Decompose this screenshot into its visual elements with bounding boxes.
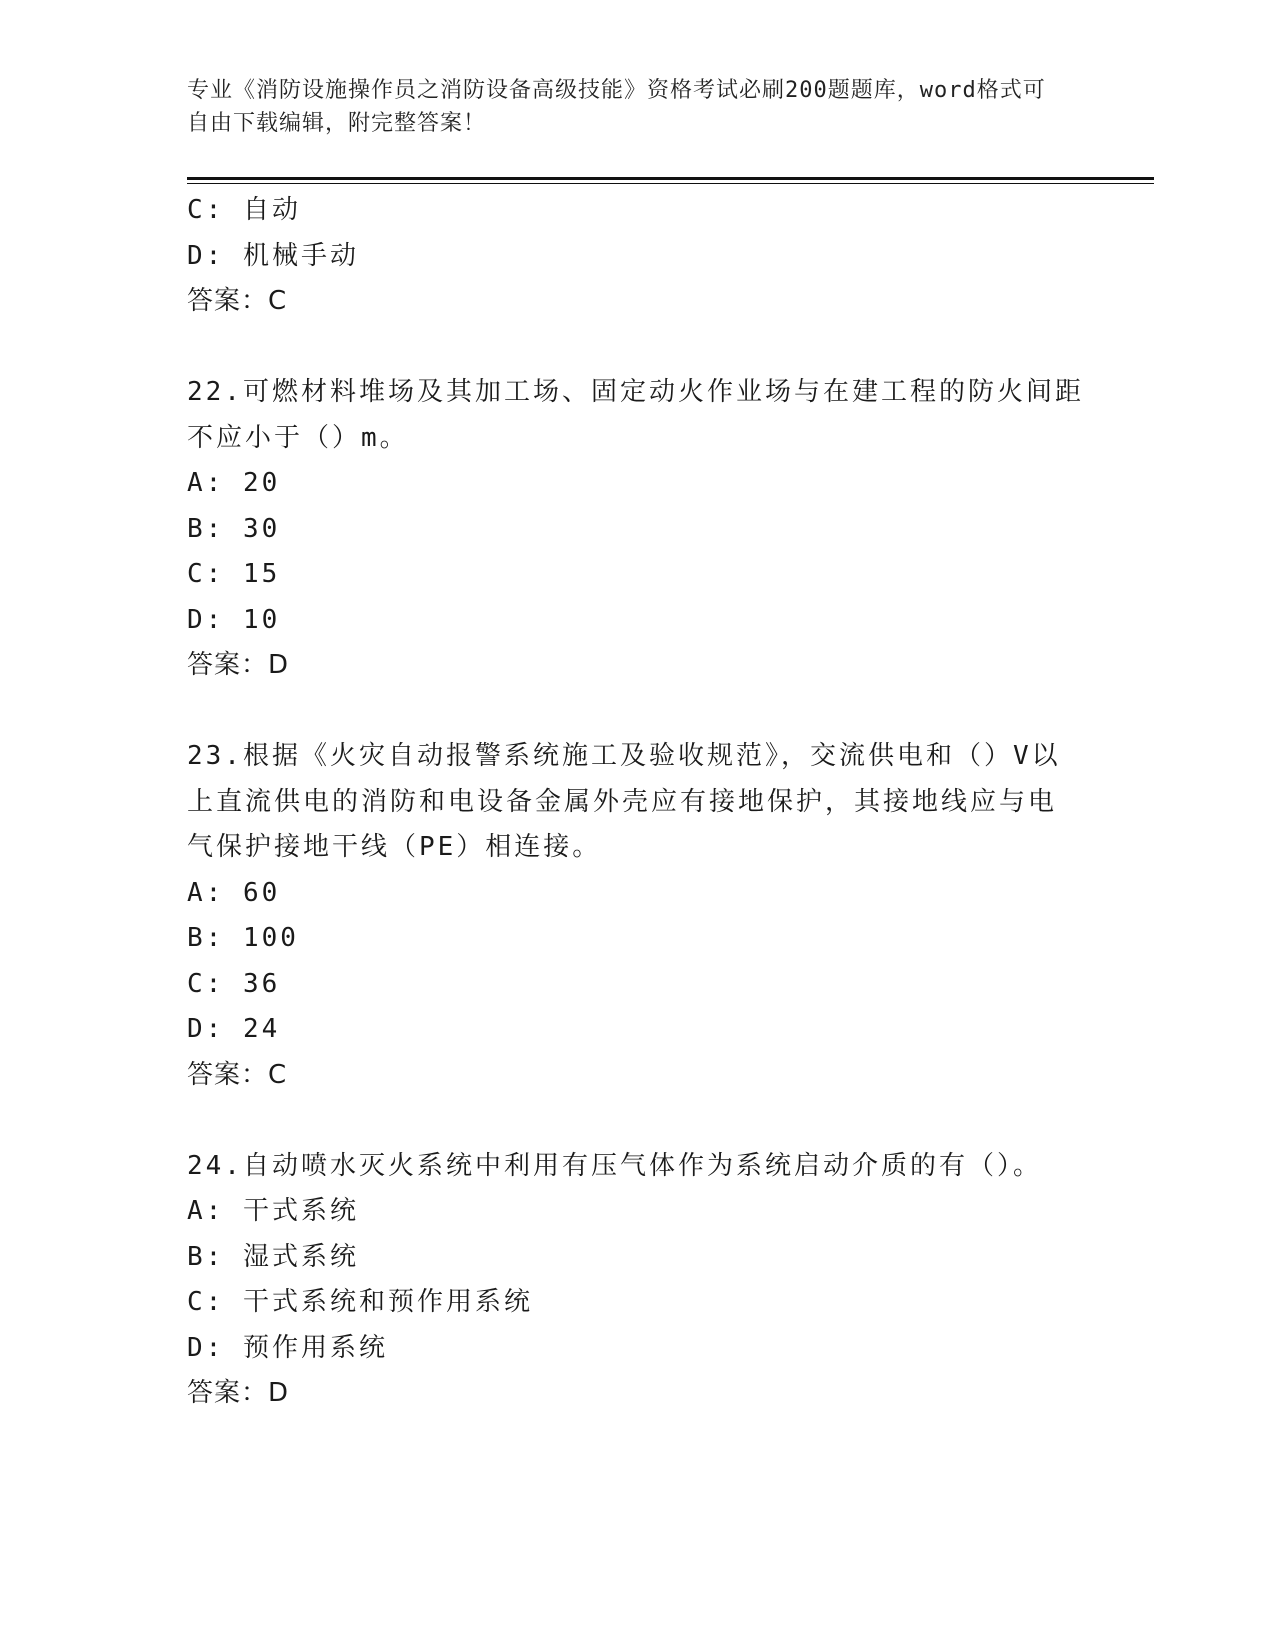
header-rule-thin xyxy=(187,183,1154,184)
answer-line: 答案：C xyxy=(187,1059,288,1090)
question-text-line: 23.根据《火灾自动报警系统施工及验收规范》，交流供电和（）V以 xyxy=(187,741,1061,771)
option-b: B: 湿式系统 xyxy=(187,1241,359,1272)
option-b: B: 100 xyxy=(187,923,299,953)
answer-line: 答案：D xyxy=(187,1378,290,1408)
question-text-line: 24.自动喷水灭火系统中利用有压气体作为系统启动介质的有（）。 xyxy=(187,1150,1042,1181)
question-text-line: 气保护接地干线（PE）相连接。 xyxy=(187,832,602,862)
question-text-line: 不应小于（）m。 xyxy=(187,422,409,453)
question-text-line: 22.可燃材料堆场及其加工场、固定动火作业场与在建工程的防火间距 xyxy=(187,377,1084,407)
option-b: B: 30 xyxy=(187,513,281,544)
option-a: A: 60 xyxy=(187,877,281,908)
option-d: D: 10 xyxy=(187,604,281,635)
question-22 xyxy=(187,370,1087,689)
option-c: C: 15 xyxy=(187,559,281,589)
option-d: D: 24 xyxy=(187,1014,281,1044)
document-body xyxy=(187,188,1087,1417)
option-a: A: 干式系统 xyxy=(187,1196,359,1226)
answer-line: 答案：D xyxy=(187,650,290,680)
header-rule-thick xyxy=(187,177,1154,180)
question-24 xyxy=(187,1144,1087,1417)
option-d: D: 预作用系统 xyxy=(187,1332,388,1363)
question-text-line: 上直流供电的消防和电设备金属外壳应有接地保护，其接地线应与电 xyxy=(187,786,1058,817)
option-c: C: 36 xyxy=(187,968,281,999)
question-23 xyxy=(187,734,1087,1098)
option-a: A: 20 xyxy=(187,468,281,498)
option-d: D: 机械手动 xyxy=(187,240,359,271)
answer-line: 答案：C xyxy=(187,286,288,316)
document-header: 专业《消防设施操作员之消防设备高级技能》资格考试必刷200题题库，word格式可自由下载编辑，附完整答案！ xyxy=(187,78,1046,136)
option-c: C: 干式系统和预作用系统 xyxy=(187,1287,533,1317)
option-c: C: 自动 xyxy=(187,195,301,225)
